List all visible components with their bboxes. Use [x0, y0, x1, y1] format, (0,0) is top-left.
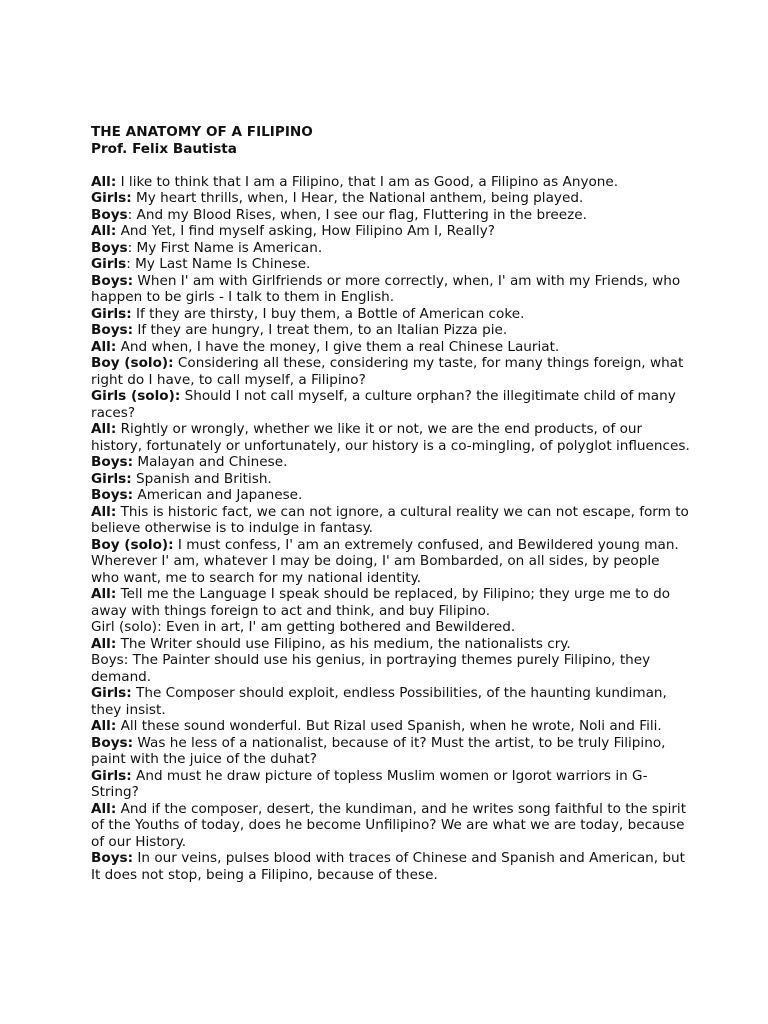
line-text: Rightly or wrongly, whether we like it or not, we are the end products, of our history, fortunately or unfortunately, our history is a co-mingling, of polyglot influences.: [91, 421, 690, 454]
speaker-label: Girls:: [91, 685, 132, 701]
script-line: [91, 850, 691, 883]
script-line: [91, 174, 691, 191]
script-line: [91, 339, 691, 356]
line-text: The Writer should use Filipino, as his medium, the nationalists cry.: [116, 635, 571, 652]
script-line: [91, 322, 691, 339]
script-line: [91, 636, 691, 653]
line-text: Tell me the Language I speak should be replaced, by Filipino; they urge me to do away with things foreign to act and think, and buy Filipino.: [91, 586, 671, 619]
speaker-label: Boys:: [91, 322, 134, 338]
line-text: Boys: The Painter should use his genius, in portraying themes purely Filipino, they demand.: [91, 652, 651, 685]
speaker-label: Girls: [91, 256, 127, 272]
script-line: [91, 487, 691, 504]
line-text: All these sound wonderful. But Rizal used Spanish, when he wrote, Noli and Fili.: [116, 718, 662, 734]
script-line: [91, 718, 691, 735]
line-text: I must confess, I' am an extremely confused, and Bewildered young man. Wherever I' am, whatever I may be doing, I' am Bombarded, on all sides, by people who want, me to search for my national identity.: [91, 536, 679, 586]
speaker-label: All:: [91, 800, 117, 817]
speaker-label: Boys: [91, 239, 128, 256]
line-text: Should I not call myself, a culture orphan? the illegitimate child of many races?: [91, 388, 676, 421]
speaker-label: All:: [91, 223, 117, 239]
line-text: If they are hungry, I treat them, to an Italian Pizza pie.: [133, 322, 508, 338]
speaker-label: Girls:: [91, 767, 132, 784]
line-text: In our veins, pulses blood with traces of Chinese and Spanish and American, but It does not stop, being a Filipino, because of these.: [91, 850, 685, 883]
script-line: [91, 223, 691, 240]
line-text: This is historic fact, we can not ignore, a cultural reality we can not escape, form to believe otherwise is to indulge in fantasy.: [91, 503, 689, 536]
speaker-label: All:: [91, 173, 117, 190]
speaker-label: All:: [91, 586, 117, 602]
line-text: And if the composer, desert, the kundiman, and he writes song faithful to the spirit of the Youths of today, does he become Unfilipino? We are what we are today, because of our History.: [91, 800, 687, 850]
speaker-label: All:: [91, 718, 117, 734]
line-text: The Composer should exploit, endless Possibilities, of the haunting kundiman, they insist.: [91, 685, 667, 718]
line-text: Considering all these, considering my taste, for many things foreign, what right do I have, to call myself, a Filipino?: [91, 355, 684, 388]
speaker-label: All:: [91, 635, 117, 652]
speaker-label: Boy (solo):: [91, 536, 174, 553]
script-line: [91, 685, 691, 718]
line-text: My heart thrills, when, I Hear, the National anthem, being played.: [131, 190, 584, 206]
script-line: [91, 421, 691, 454]
line-text: American and Japanese.: [133, 487, 303, 503]
line-text: Was he less of a nationalist, because of it? Must the artist, to be truly Filipino, paint with the juice of the duhat?: [91, 734, 666, 767]
speaker-label: Girls:: [91, 190, 132, 206]
line-text: Spanish and British.: [131, 470, 272, 487]
script-line: [91, 240, 691, 257]
line-text: Malayan and Chinese.: [133, 454, 288, 470]
speaker-label: All:: [91, 338, 117, 355]
speaker-label: Boys:: [91, 454, 134, 470]
script-line: [91, 504, 691, 537]
document-title: THE ANATOMY OF A FILIPINO: [91, 124, 313, 140]
line-text: If they are thirsty, I buy them, a Bottle of American coke.: [131, 305, 525, 322]
script-line: [91, 735, 691, 768]
speaker-label: Girls (solo):: [91, 388, 181, 404]
line-text: : My Last Name Is Chinese.: [126, 256, 311, 272]
line-text: And Yet, I find myself asking, How Filipino Am I, Really?: [116, 223, 495, 239]
speaker-label: All:: [91, 503, 117, 520]
script-line: [91, 652, 691, 685]
speaker-label: Boys:: [91, 272, 134, 289]
document-body: [91, 124, 691, 883]
script-line: [91, 256, 691, 273]
speaker-label: Girls:: [91, 470, 132, 487]
document-author: Prof. Felix Bautista: [91, 140, 237, 157]
script-lines: [91, 174, 691, 884]
script-line: [91, 190, 691, 207]
line-text: : And my Blood Rises, when, I see our flag, Fluttering in the breeze.: [127, 206, 587, 223]
speaker-label: Boys:: [91, 734, 134, 751]
script-line: [91, 471, 691, 488]
script-line: [91, 207, 691, 224]
line-text: And must he draw picture of topless Muslim women or Igorot warriors in G-String?: [91, 767, 648, 800]
script-line: [91, 768, 691, 801]
speaker-label: All:: [91, 421, 117, 437]
line-text: : My First Name is American.: [127, 239, 323, 256]
line-text: And when, I have the money, I give them a real Chinese Lauriat.: [116, 338, 560, 355]
line-text: I like to think that I am a Filipino, that I am as Good, a Filipino as Anyone.: [116, 173, 619, 190]
script-line: [91, 619, 691, 636]
script-line: [91, 306, 691, 323]
speaker-label: Boys: [91, 206, 128, 223]
speaker-label: Girls:: [91, 305, 132, 322]
script-line: [91, 388, 691, 421]
script-line: [91, 801, 691, 851]
script-line: [91, 586, 691, 619]
speaker-label: Boys:: [91, 487, 134, 503]
line-text: Girl (solo): Even in art, I' am getting bothered and Bewildered.: [91, 619, 516, 635]
script-line: [91, 273, 691, 306]
script-line: [91, 454, 691, 471]
line-text: When I' am with Girlfriends or more correctly, when, I' am with my Friends, who happen to be girls - I talk to them in English.: [91, 272, 681, 305]
script-line: [91, 537, 691, 587]
speaker-label: Boy (solo):: [91, 355, 174, 371]
speaker-label: Boys:: [91, 850, 134, 866]
script-line: [91, 355, 691, 388]
